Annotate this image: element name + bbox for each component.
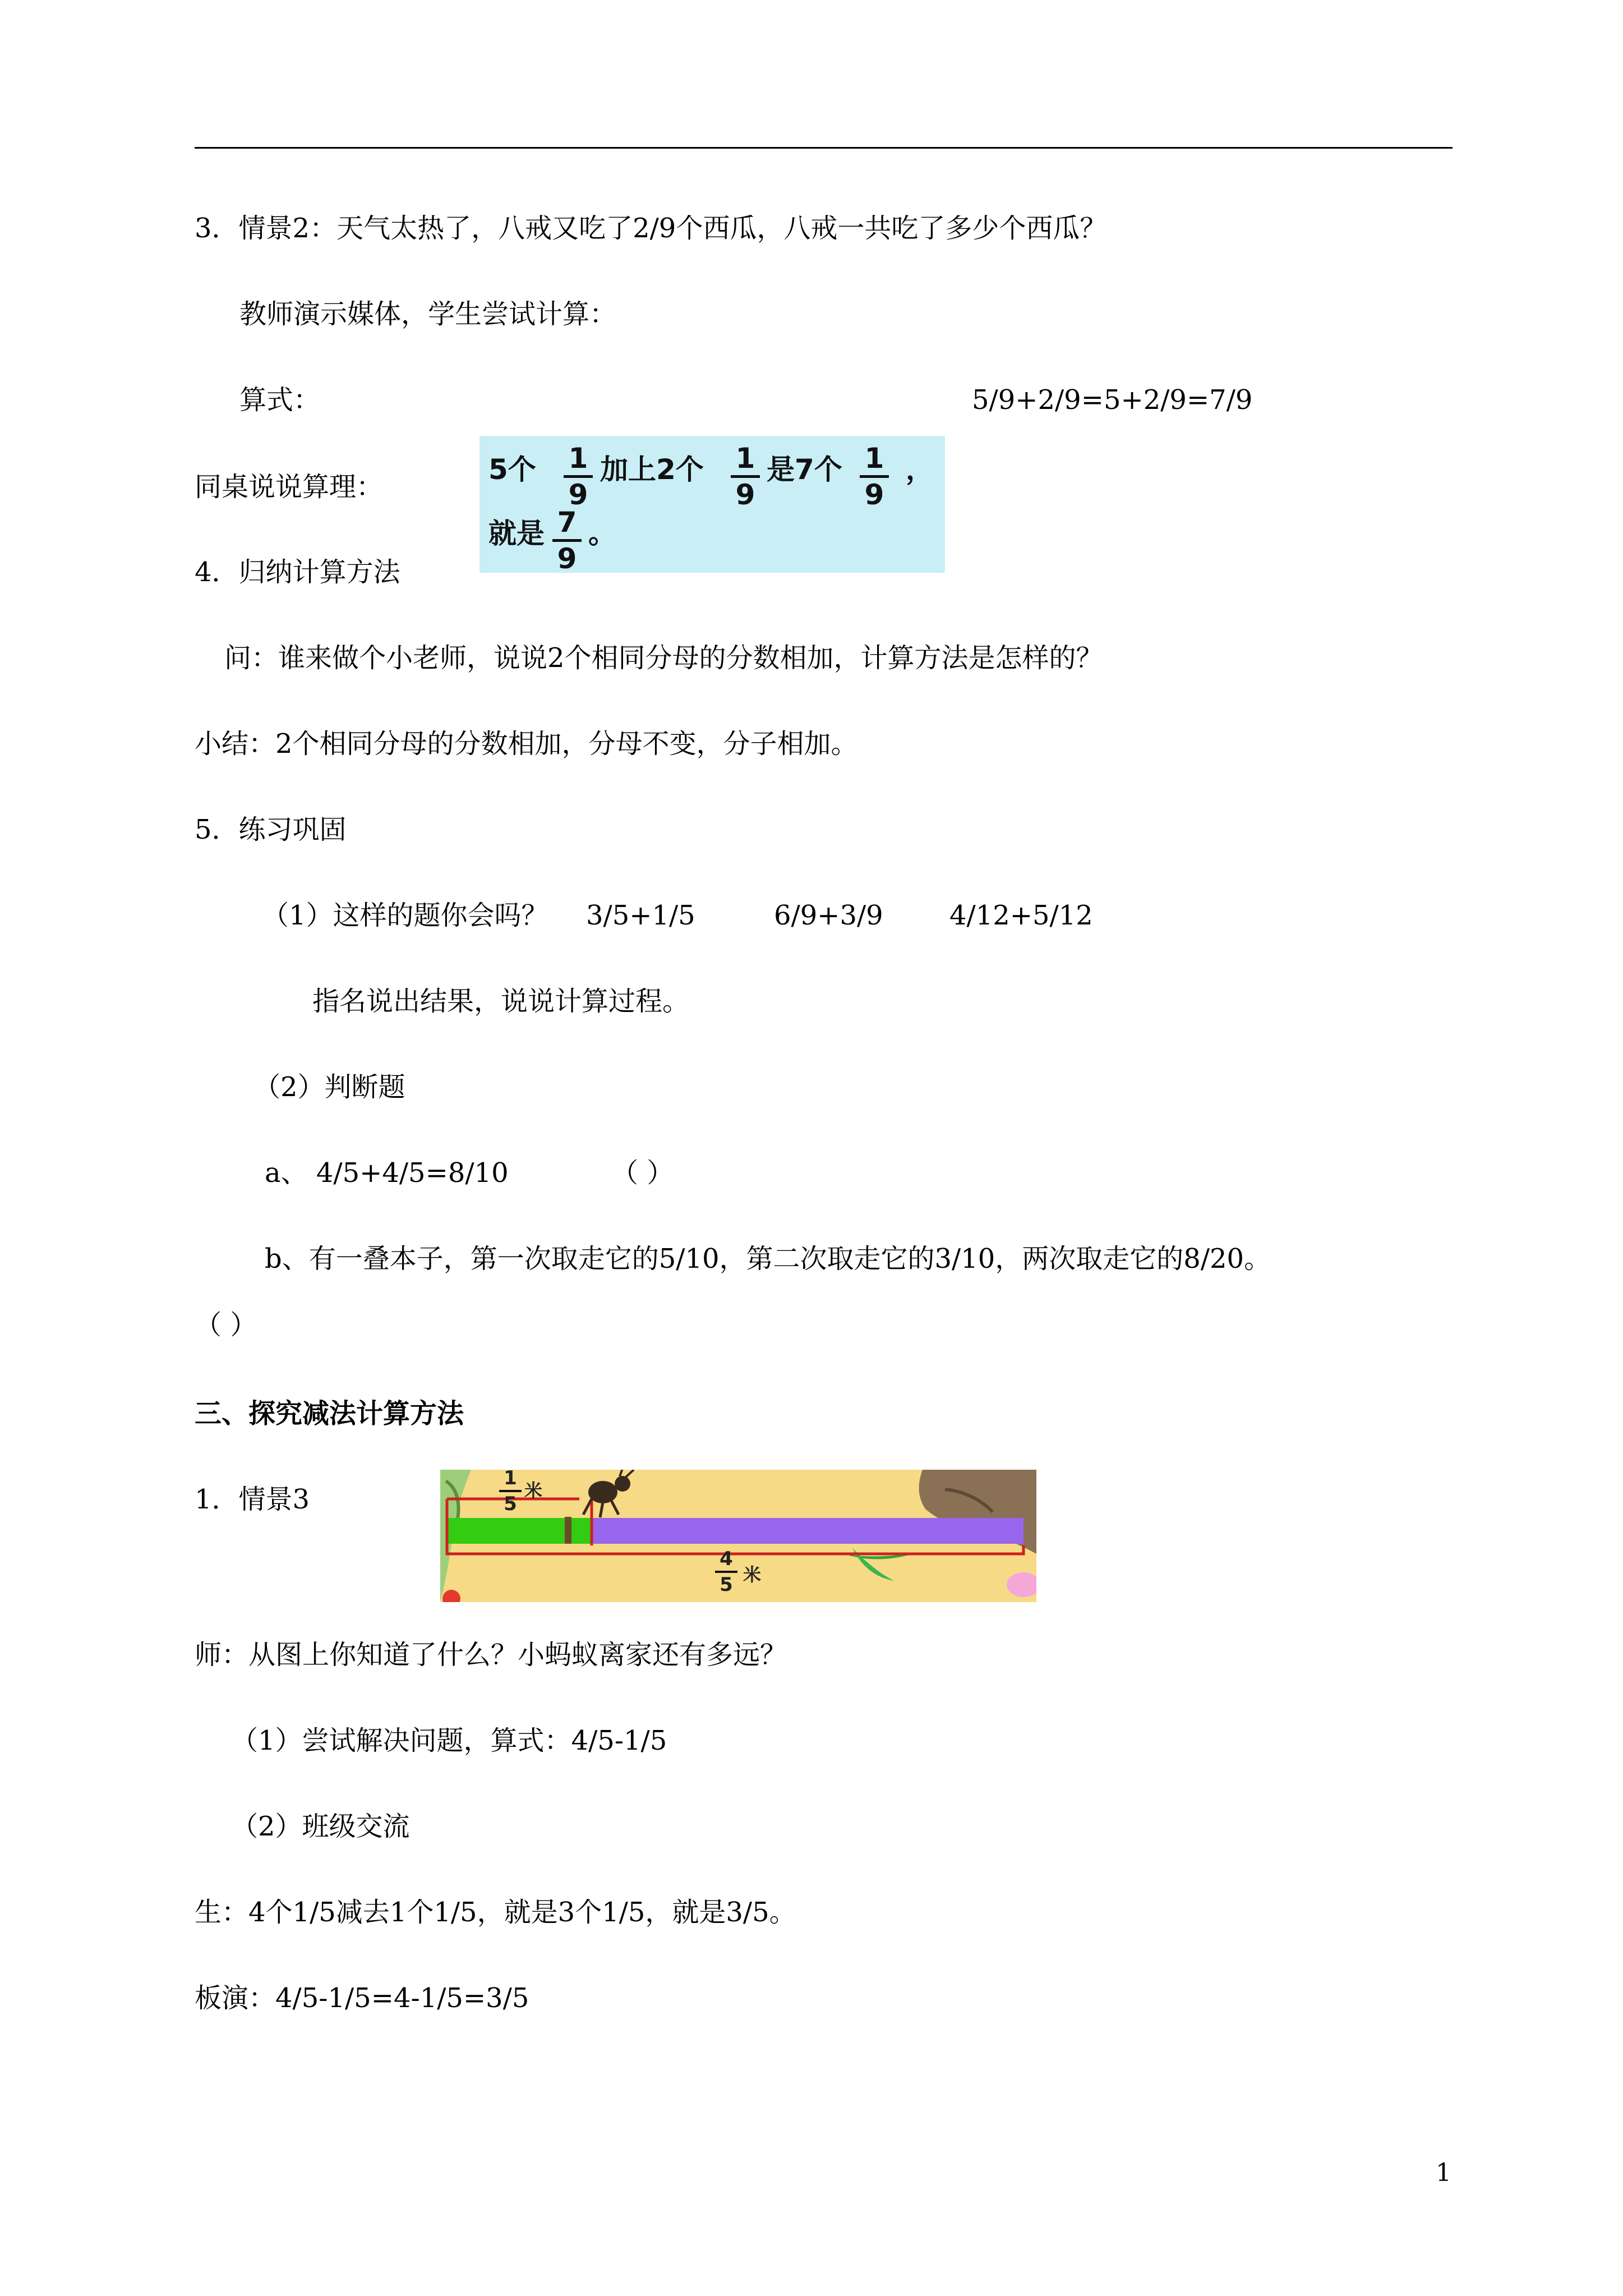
practice-item-2: 6/9+3/9 [774,900,883,931]
practice-question-1: （1）这样的题你会吗？ [262,900,548,931]
formula-label: 算式： [239,384,321,416]
section-5-heading: 5．练习巩固 [195,814,347,845]
ant-stick [565,1517,571,1544]
ant-distance-illustration [440,1470,1036,1602]
fraction-1-bar [564,475,593,478]
true-false-answer-b: （ ） [195,1309,257,1341]
scene2-question: 3．情景2：天气太热了，八戒又吃了2/9个西瓜，八戒一共吃了多少个西瓜？ [195,213,1107,244]
fraction-1-denominator: 9 [568,478,588,511]
fraction-1-numerator: 1 [568,442,588,475]
practice-instruction: 指名说出结果，说说计算过程。 [312,986,690,1017]
top-fraction-numerator: 1 [504,1470,517,1489]
bottom-fraction-denominator: 5 [720,1573,733,1596]
fraction-2-bar [731,475,760,478]
practice-item-1: 3/5+1/5 [586,900,695,931]
teacher-question: 问：谁来做个小老师，说说2个相同分母的分数相加，计算方法是怎样的？ [224,642,1103,674]
math-text-6: 。 [588,517,616,550]
math-text-4: ， [906,453,934,486]
board-demo: 板演：4/5-1/5=4-1/5=3/5 [195,1982,529,2014]
teacher-demo-text: 教师演示媒体，学生尝试计算： [239,298,617,330]
ant-head [615,1476,630,1492]
fraction-4-denominator: 9 [557,542,577,575]
fraction-3-numerator: 1 [864,442,884,475]
section-4-heading: 4．归纳计算方法 [195,556,400,588]
math-text-1: 5个 [488,453,536,486]
fraction-2-numerator: 1 [735,442,755,475]
fraction-2-denominator: 9 [735,478,755,511]
deskmate-reasoning-label: 同桌说说算理： [195,471,384,503]
header-rule [195,147,1453,149]
fraction-4 [552,507,582,574]
summary-text: 小结：2个相同分母的分数相加，分母不变，分子相加。 [195,728,858,760]
true-false-item-a: a、 4/5+4/5=8/10 [265,1157,509,1189]
page-number: 1 [1436,2159,1451,2187]
bottom-fraction [715,1548,737,1595]
top-fraction [499,1470,522,1515]
math-text-5: 就是 [488,517,545,550]
teacher-question-2: 师：从图上你知道了什么？小蚂蚁离家还有多远？ [195,1639,787,1671]
math-text-2: 加上2个 [600,453,704,486]
student-answer: 生：4个1/5减去1个1/5，就是3个1/5，就是3/5。 [195,1897,796,1928]
bottom-fraction-numerator: 4 [720,1548,733,1570]
scene3-label: 1．情景3 [195,1484,310,1515]
section-3-heading: 三、探究减法计算方法 [195,1398,464,1429]
fraction-reasoning-box [479,436,945,573]
class-discussion: （2）班级交流 [231,1811,410,1842]
fraction-4-bar [552,539,582,542]
ant-body [588,1481,617,1503]
true-false-item-b: b、有一叠本子，第一次取走它的5/10，第二次取走它的3/10，两次取走它的8/20。 [265,1243,1271,1274]
purple-bar-remaining [592,1518,1023,1544]
bottom-fraction-bar [715,1571,737,1573]
fraction-3-denominator: 9 [864,478,884,511]
practice-item-3: 4/12+5/12 [949,900,1093,931]
top-fraction-denominator: 5 [504,1493,517,1515]
fraction-1 [564,443,593,510]
fraction-3 [860,443,889,510]
bottom-unit: 米 [743,1564,762,1585]
fraction-2 [731,443,760,510]
formula-value: 5/9+2/9=5+2/9=7/9 [972,384,1253,416]
attempt-formula: （1）尝试解决问题，算式：4/5-1/5 [231,1725,667,1756]
flower-decoration [1007,1572,1036,1597]
home-marker [442,1590,460,1602]
top-unit: 米 [524,1480,543,1501]
math-text-3: 是7个 [767,453,842,486]
top-fraction-bar [499,1490,522,1492]
true-false-heading: （2）判断题 [253,1071,405,1103]
fraction-4-numerator: 7 [557,506,577,539]
fraction-3-bar [860,475,889,478]
true-false-answer-a: （ ） [611,1157,674,1189]
